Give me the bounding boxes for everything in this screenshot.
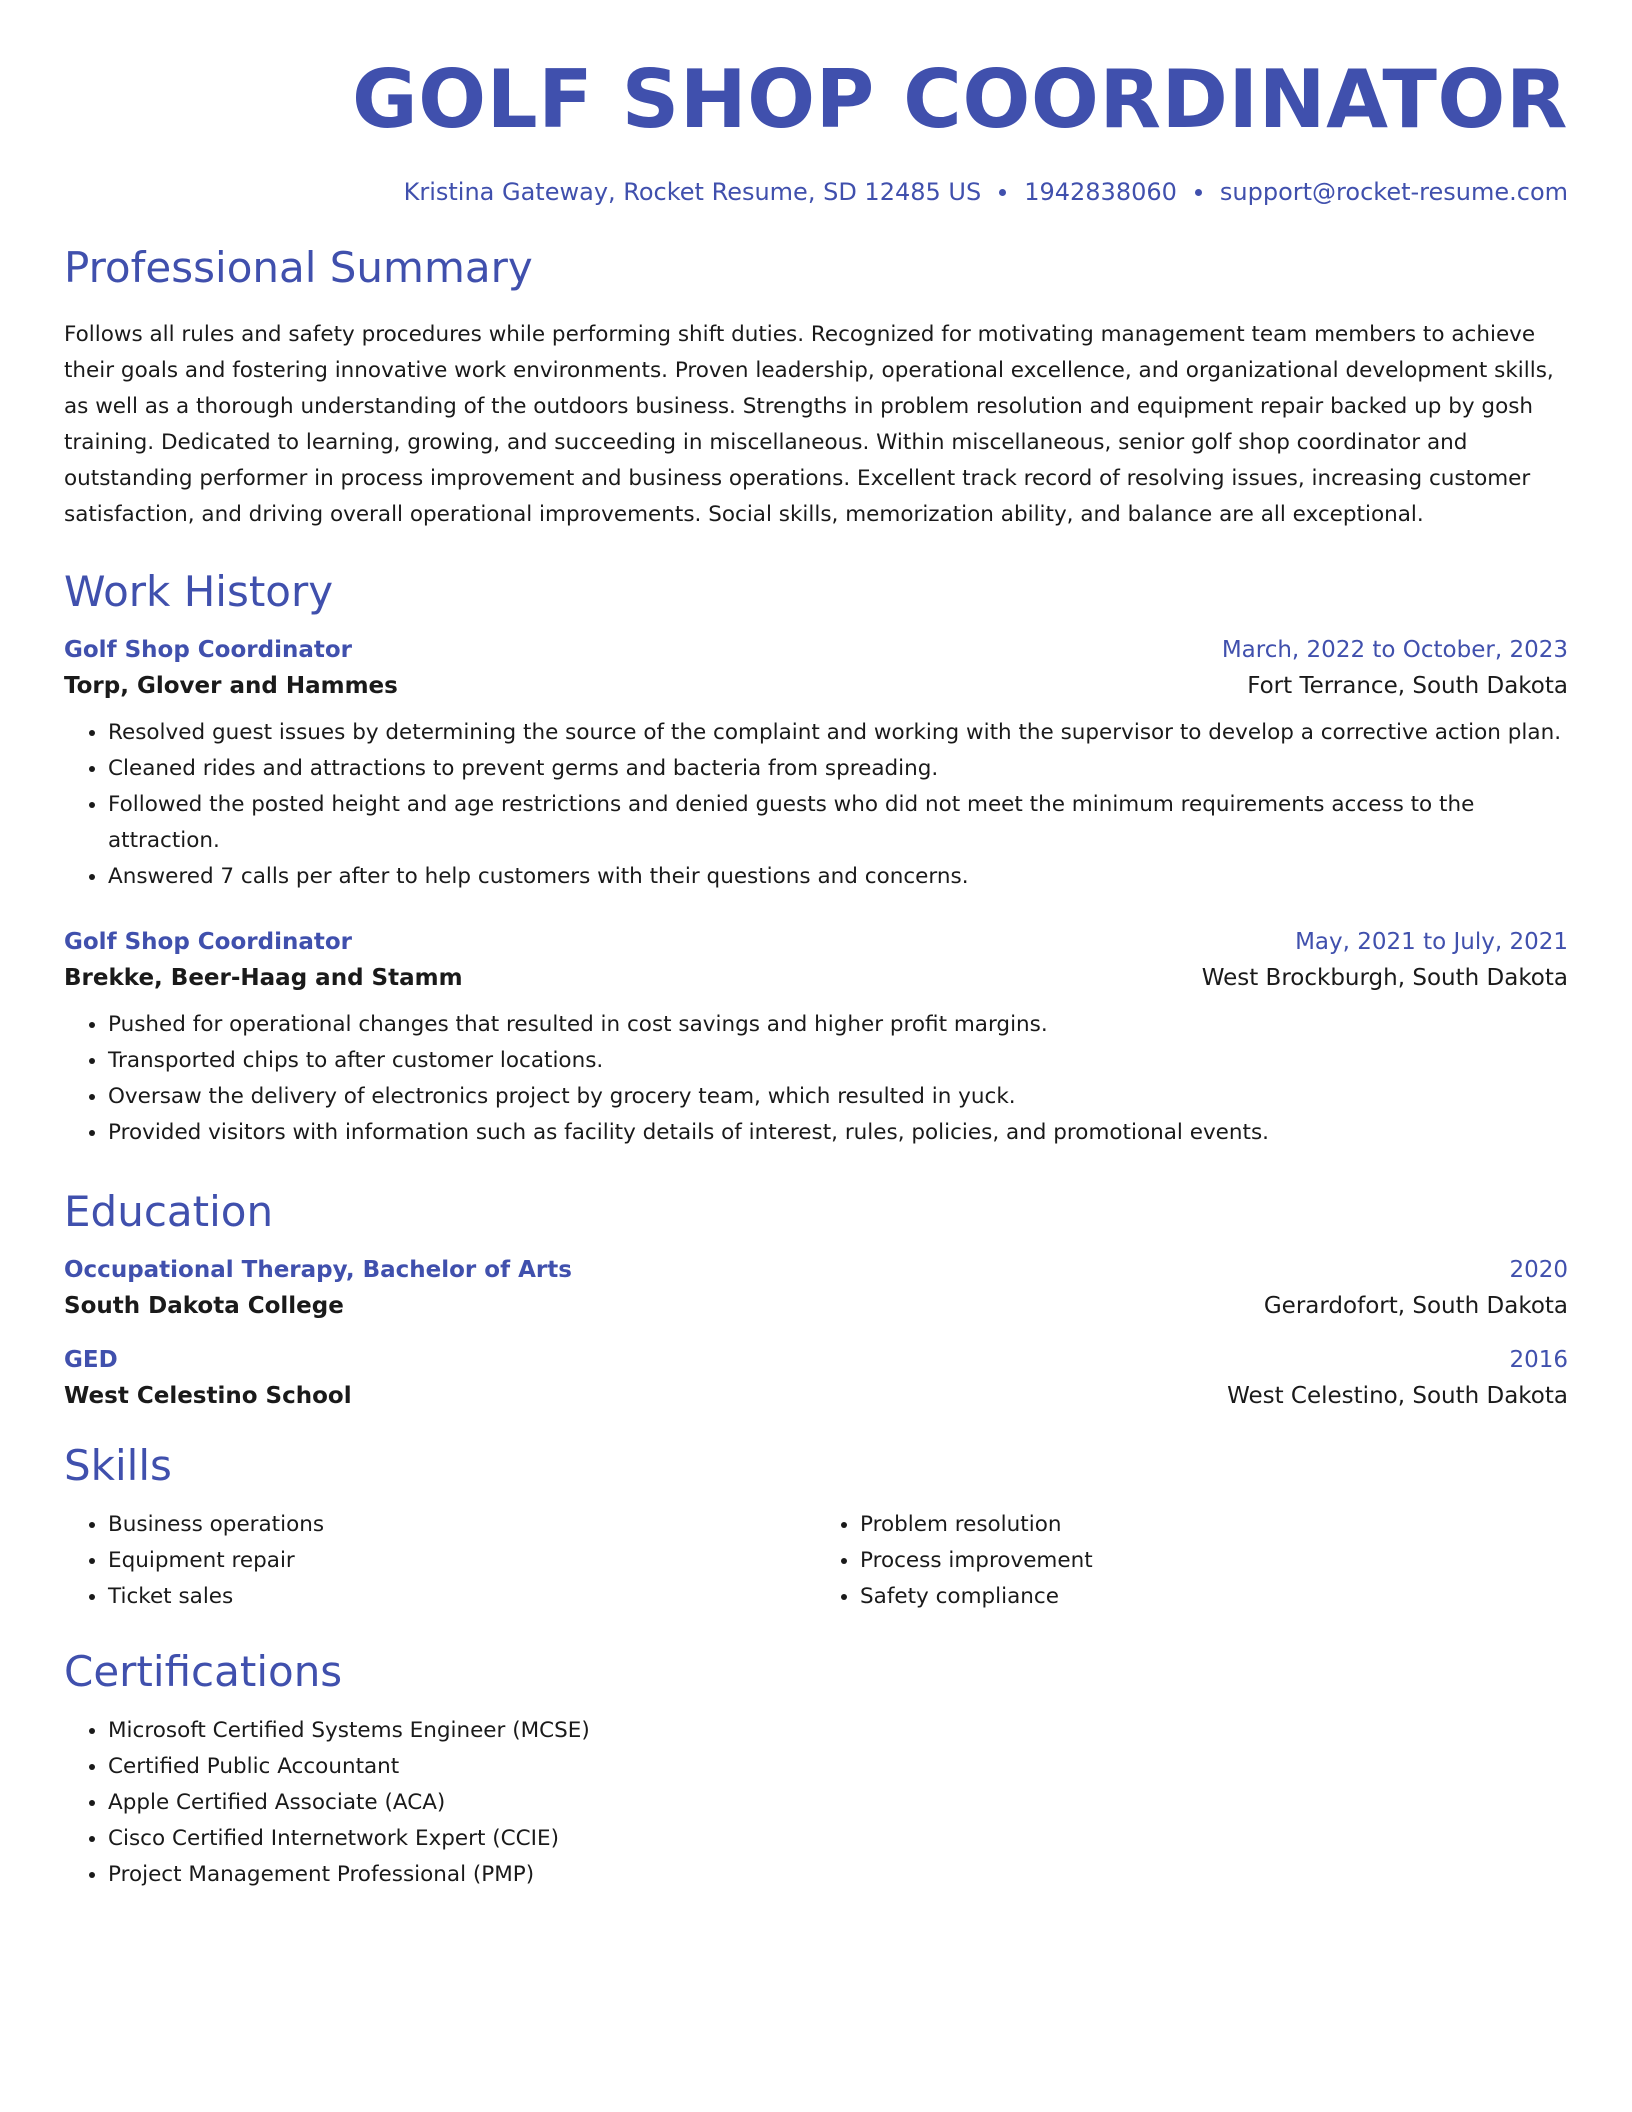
job-employer: Brekke, Beer-Haag and Stamm: [64, 965, 463, 991]
job-bullet: • Provided visitors with information such as facility details of interest, rules, policies, and promotional events.: [108, 1115, 1568, 1151]
resume-name: GOLF SHOP COORDINATOR: [351, 53, 1568, 146]
job-location: West Brockburgh, South Dakota: [1201, 965, 1568, 991]
job-location: Fort Terrance, South Dakota: [1247, 673, 1568, 699]
contact-line: [64, 178, 1568, 206]
job-bullets: [64, 1007, 1568, 1151]
job-title: Golf Shop Coordinator: [64, 637, 352, 663]
education-location: West Celestino, South Dakota: [1227, 1383, 1568, 1409]
summary-text: Follows all rules and safety procedures while performing shift duties. Recognized for motivating management team members to achieve their goals and fostering innovative work environments. Proven leadership, operational excellence, and organizational development skills, as well as a thorough understanding of the outdoors business. Strengths in problem resolution and equipment repair backed up by gosh training. Dedicated to learning, growing, and succeeding in miscellaneous. Within miscellaneous, senior golf shop coordinator and outstanding performer in process improvement and business operations. Excellent track record of resolving issues, increasing customer satisfaction, and driving overall operational improvements. Social skills, memorization ability, and balance are all exceptional.: [64, 322, 1554, 527]
skill-item: • Business operations: [108, 1507, 816, 1543]
job-bullet: • Answered 7 calls per after to help customers with their questions and concerns.: [108, 859, 1568, 895]
job-bullet: • Transported chips to after customer locations.: [108, 1043, 1568, 1079]
skills-column-left: [64, 1507, 816, 1615]
bullet-separator: [1195, 189, 1202, 196]
skills-column-right: [816, 1507, 1568, 1615]
section-title-work-history: Work History: [64, 567, 334, 616]
certification-item: • Microsoft Certified Systems Engineer (MCSE): [108, 1713, 1568, 1749]
job-employer: Torp, Glover and Hammes: [64, 673, 398, 699]
skill-item: • Ticket sales: [108, 1579, 816, 1615]
job-bullets: [64, 715, 1568, 895]
education-degree: GED: [64, 1347, 118, 1373]
education-year: 2016: [1509, 1347, 1568, 1373]
job-bullet: • Cleaned rides and attractions to prevent germs and bacteria from spreading.: [108, 751, 1568, 787]
job-bullet: • Resolved guest issues by determining the source of the complaint and working with the supervisor to develop a corrective action plan.: [108, 715, 1568, 751]
skill-item: • Safety compliance: [860, 1579, 1568, 1615]
skill-item: • Equipment repair: [108, 1543, 816, 1579]
job-dates: March, 2022 to October, 2023: [1221, 637, 1568, 663]
job-bullet: • Oversaw the delivery of electronics project by grocery team, which resulted in yuck.: [108, 1079, 1568, 1115]
contact-email: support@rocket-resume.com: [1219, 178, 1568, 206]
skill-item: • Process improvement: [860, 1543, 1568, 1579]
skills-list: [64, 1507, 1568, 1615]
education-location: Gerardofort, South Dakota: [1263, 1293, 1568, 1319]
section-title-education: Education: [64, 1187, 274, 1236]
job-title: Golf Shop Coordinator: [64, 929, 352, 955]
bullet-separator: [999, 189, 1006, 196]
contact-phone: 1942838060: [1024, 178, 1177, 206]
certification-item: • Certified Public Accountant: [108, 1749, 1568, 1785]
skill-item: • Problem resolution: [860, 1507, 1568, 1543]
certification-item: • Cisco Certified Internetwork Expert (CCIE): [108, 1821, 1568, 1857]
education-entry: [64, 1347, 1568, 1409]
education-school: South Dakota College: [64, 1293, 344, 1319]
job-bullet: • Followed the posted height and age restrictions and denied guests who did not meet the minimum requirements access to the attraction.: [108, 787, 1568, 859]
section-title-summary: Professional Summary: [64, 243, 533, 292]
section-title-skills: Skills: [64, 1441, 172, 1490]
contact-address: Kristina Gateway, Rocket Resume, SD 12485 US: [403, 178, 982, 206]
job-entry: [64, 637, 1568, 895]
certification-item: • Apple Certified Associate (ACA): [108, 1785, 1568, 1821]
education-entry: [64, 1257, 1568, 1319]
section-title-certifications: Certifications: [64, 1647, 343, 1696]
certifications-list: [64, 1713, 1568, 1893]
job-bullet: • Pushed for operational changes that resulted in cost savings and higher profit margins.: [108, 1007, 1568, 1043]
certification-item: • Project Management Professional (PMP): [108, 1857, 1568, 1893]
education-degree: Occupational Therapy, Bachelor of Arts: [64, 1257, 572, 1283]
education-school: West Celestino School: [64, 1383, 352, 1409]
education-year: 2020: [1509, 1257, 1568, 1283]
job-entry: [64, 929, 1568, 1151]
job-dates: May, 2021 to July, 2021: [1295, 929, 1568, 955]
